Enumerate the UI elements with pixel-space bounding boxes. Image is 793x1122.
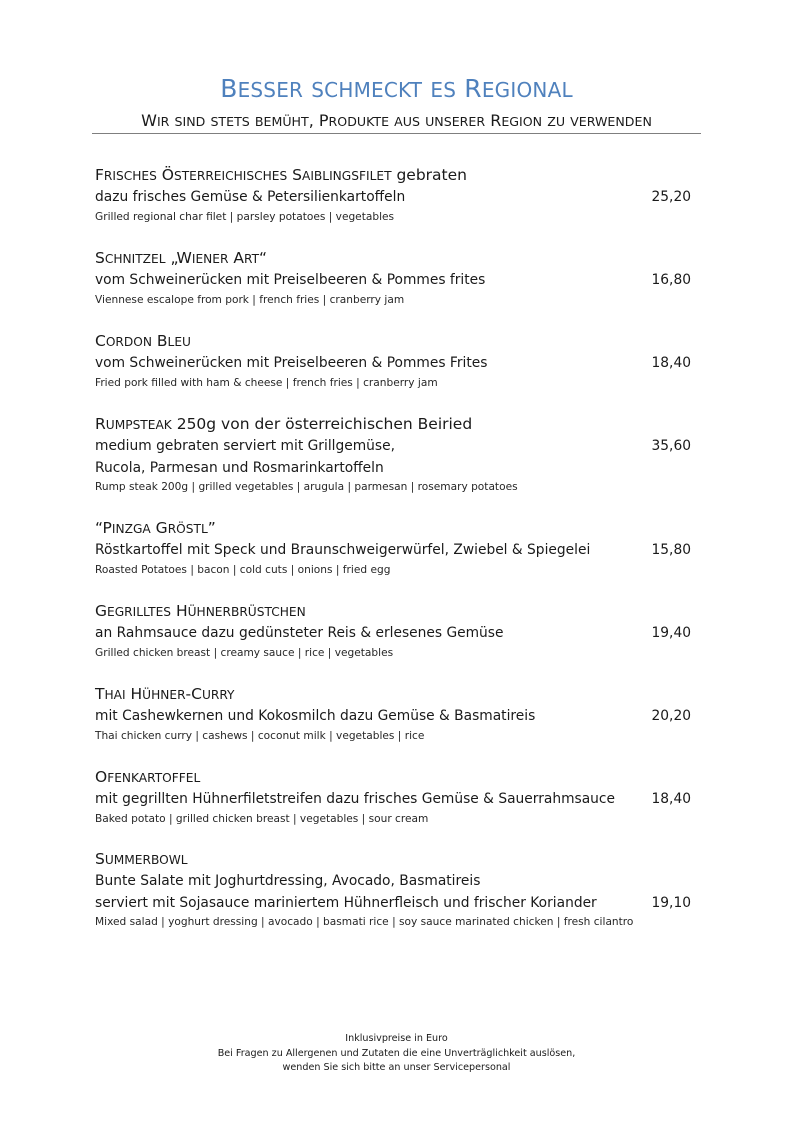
dish-description: vom Schweinerücken mit Preiselbeeren & Pommes Frites bbox=[95, 355, 488, 371]
menu-item bbox=[95, 164, 695, 225]
dish-title: FRISCHES ÖSTERREICHISCHES SAIBLINGSFILET bbox=[95, 166, 392, 184]
menu-title: BESSER SCHMECKT ES REGIONAL bbox=[220, 74, 573, 103]
dish-description: vom Schweinerücken mit Preiselbeeren & Pommes frites bbox=[95, 272, 486, 288]
dish-description: serviert mit Sojasauce mariniertem Hühnerfleisch und frischer Koriander bbox=[95, 894, 597, 911]
dish-english: Roasted Potatoes | bacon | cold cuts | onions | fried egg bbox=[95, 563, 391, 576]
dish-price: 19,40 bbox=[651, 625, 691, 641]
dish-english: Grilled regional char filet | parsley potatoes | vegetables bbox=[95, 210, 395, 223]
menu-item bbox=[95, 848, 695, 930]
dish-name bbox=[95, 683, 695, 706]
dish-name bbox=[95, 330, 695, 353]
dish-english: Fried pork filled with ham & cheese | french fries | cranberry jam bbox=[95, 376, 438, 389]
dish-price: 19,10 bbox=[651, 894, 691, 911]
dish-price: 18,40 bbox=[651, 355, 691, 371]
dish-title: CORDON BLEU bbox=[95, 332, 191, 350]
dish-price: 20,20 bbox=[651, 708, 691, 724]
dish-description: Bunte Salate mit Joghurtdressing, Avocado, Basmatireis bbox=[95, 873, 481, 889]
dish-name bbox=[95, 848, 695, 871]
menu-item bbox=[95, 247, 695, 308]
dish-name bbox=[95, 164, 695, 187]
menu-item bbox=[95, 330, 695, 391]
dish-description: dazu frisches Gemüse & Petersilienkartoffeln bbox=[95, 189, 406, 205]
menu-item bbox=[95, 517, 695, 578]
dish-title: RUMPSTEAK bbox=[95, 415, 172, 433]
dish-price: 18,40 bbox=[651, 791, 691, 807]
dish-english: Mixed salad | yoghurt dressing | avocado | basmati rice | soy sauce marinated chicken | fresh cilantro bbox=[95, 916, 634, 928]
dish-price: 25,20 bbox=[651, 189, 691, 205]
dish-description: an Rahmsauce dazu gedünsteter Reis & erlesenes Gemüse bbox=[95, 625, 504, 641]
dish-description: mit gegrillten Hühnerfiletstreifen dazu frisches Gemüse & Sauerrahmsauce bbox=[95, 791, 615, 807]
dish-description: medium gebraten serviert mit Grillgemüse, bbox=[95, 438, 395, 454]
dish-title: SUMMERBOWL bbox=[95, 850, 188, 868]
menu-item bbox=[95, 766, 695, 827]
dish-title: “PINZGA GRÖSTL” bbox=[95, 519, 216, 537]
dish-name-suffix: gebraten bbox=[391, 166, 467, 184]
dish-title: GEGRILLTES HÜHNERBRÜSTCHEN bbox=[95, 602, 306, 620]
dish-name bbox=[95, 517, 695, 540]
footer-note bbox=[0, 1032, 793, 1076]
dish-title: THAI HÜHNER-CURRY bbox=[95, 685, 235, 703]
dish-english: Rump steak 200g | grilled vegetables | arugula | parmesan | rosemary potatoes bbox=[95, 481, 518, 493]
dish-name bbox=[95, 247, 695, 270]
dish-english: Thai chicken curry | cashews | coconut milk | vegetables | rice bbox=[95, 729, 425, 742]
dish-english: Baked potato | grilled chicken breast | vegetables | sour cream bbox=[95, 812, 429, 825]
dish-name-suffix: 250g von der österreichischen Beiried bbox=[171, 415, 473, 433]
footer-line: Bei Fragen zu Allergenen und Zutaten die eine Unverträglichkeit auslösen, bbox=[217, 1047, 576, 1059]
dish-english: Grilled chicken breast | creamy sauce | rice | vegetables bbox=[95, 646, 394, 659]
dish-title: SCHNITZEL „WIENER ART“ bbox=[95, 249, 268, 267]
dish-name bbox=[95, 413, 695, 436]
menu-item bbox=[95, 683, 695, 744]
menu-subtitle: WIR SIND STETS BEMÜHT, PRODUKTE AUS UNSERER REGION ZU VERWENDEN bbox=[141, 111, 652, 130]
dish-english: Viennese escalope from pork | french fries | cranberry jam bbox=[95, 293, 405, 306]
menu-item bbox=[95, 413, 695, 495]
menu-item bbox=[95, 600, 695, 661]
dish-description: mit Cashewkernen und Kokosmilch dazu Gemüse & Basmatireis bbox=[95, 708, 536, 724]
dish-description: Röstkartoffel mit Speck und Braunschweigerwürfel, Zwiebel & Spiegelei bbox=[95, 542, 591, 558]
header-divider bbox=[92, 133, 701, 134]
footer-line: Inklusivpreise in Euro bbox=[345, 1033, 448, 1044]
dish-description: Rucola, Parmesan und Rosmarinkartoffeln bbox=[95, 459, 384, 476]
dish-price: 16,80 bbox=[651, 272, 691, 288]
dish-price: 15,80 bbox=[651, 542, 691, 558]
dish-name bbox=[95, 766, 695, 789]
footer-line: wenden Sie sich bitte an unser Servicepersonal bbox=[282, 1062, 511, 1073]
dish-price: 35,60 bbox=[651, 438, 691, 454]
dish-name bbox=[95, 600, 695, 623]
dish-title: OFENKARTOFFEL bbox=[95, 768, 201, 786]
